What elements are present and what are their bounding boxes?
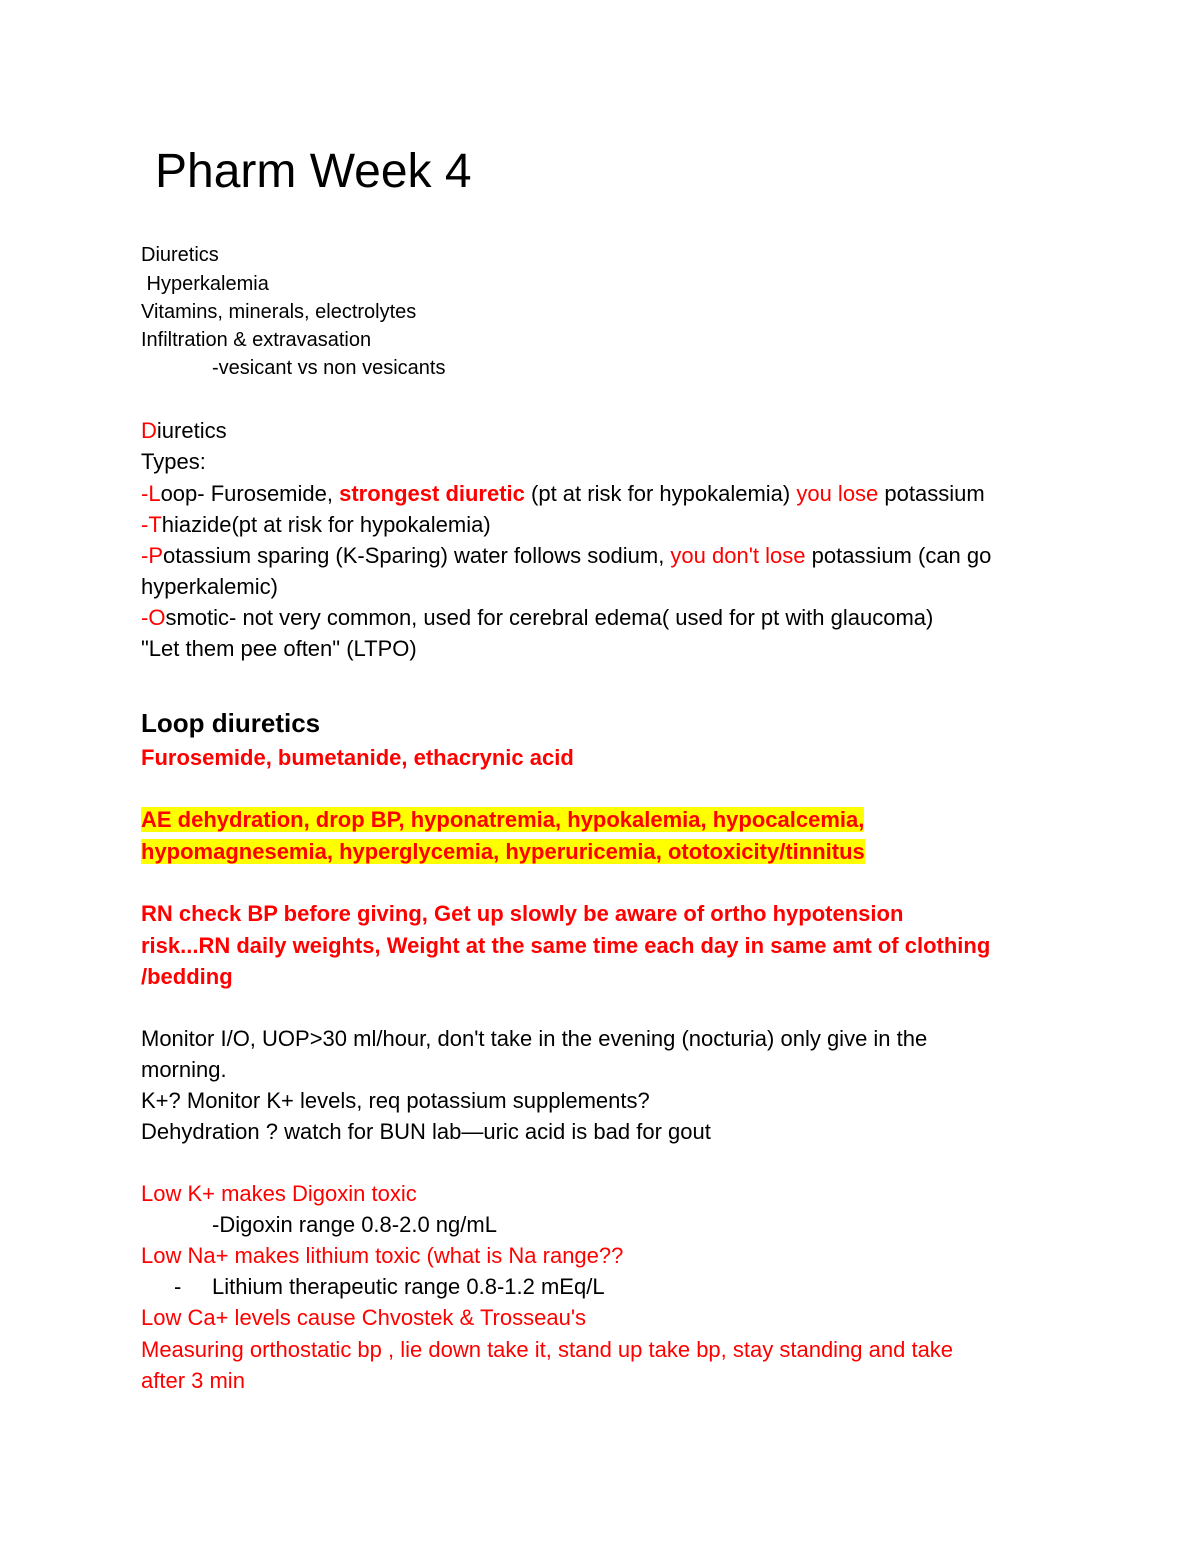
heading-rest: iuretics [156,418,227,443]
orthostatic-line: Measuring orthostatic bp , lie down take it, stand up take bp, stay standing and take [141,1337,954,1362]
type-text: potassium (can go [805,543,992,568]
low-sodium-line: Low Na+ makes lithium toxic (what is Na range?? [141,1243,624,1268]
nursing-note-line: RN check BP before giving, Get up slowly be aware of ortho hypotension [141,901,904,926]
thiazide-type-line [141,509,491,540]
lose-emphasis: you lose [796,481,879,506]
outline-subitem: -vesicant vs non vesicants [212,357,446,379]
osmotic-type-line [141,602,933,633]
outline-item: Diuretics [141,244,219,266]
lithium-range-line: Lithium therapeutic range 0.8-1.2 mEq/L [212,1274,605,1299]
adverse-effects-line [141,836,865,867]
type-dash: -T [141,512,162,537]
loop-type-line [141,478,985,509]
type-text: otassium sparing (K-Sparing) water follows sodium, [163,543,671,568]
k-sparing-type-line [141,540,991,571]
low-potassium-line: Low K+ makes Digoxin toxic [141,1181,417,1206]
outline-item: Infiltration & extravasation [141,329,372,351]
orthostatic-line: after 3 min [141,1368,245,1393]
strongest-emphasis: strongest diuretic [339,481,525,506]
dehydration-line: Dehydration ? watch for BUN lab—uric acid is bad for gout [141,1119,711,1144]
outline-item: Vitamins, minerals, electrolytes [141,301,417,323]
digoxin-range-line: -Digoxin range 0.8-2.0 ng/mL [212,1212,497,1237]
outline-item: Hyperkalemia [141,273,269,295]
type-text: hiazide(pt at risk for hypokalemia) [161,512,491,537]
loop-diuretics-heading: Loop diuretics [141,708,321,738]
type-text: smotic- not very common, used for cerebral edema( used for pt with glaucoma) [165,605,934,630]
nursing-note-line: risk...RN daily weights, Weight at the same time each day in same amt of clothing [141,933,991,958]
loop-drugs-line: Furosemide, bumetanide, ethacrynic acid [141,745,574,770]
k-sparing-continuation: hyperkalemic) [141,574,278,599]
adverse-effects-line [141,804,864,835]
type-dash: -L [141,481,161,506]
highlighted-text: AE dehydration, drop BP, hyponatremia, hypokalemia, hypocalcemia, [141,807,865,832]
nursing-note-line: /bedding [141,964,233,989]
monitor-line: Monitor I/O, UOP>30 ml/hour, don't take in the evening (nocturia) only give in the [141,1026,928,1051]
bullet-dash: - [174,1274,182,1299]
low-calcium-line: Low Ca+ levels cause Chvostek & Trosseau's [141,1305,587,1330]
heading-initial: D [141,418,157,443]
mnemonic-line: "Let them pee often" (LTPO) [141,636,417,661]
monitor-line: morning. [141,1057,227,1082]
type-text: oop- Furosemide, [160,481,340,506]
types-label: Types: [141,449,206,474]
type-dash: -P [141,543,163,568]
type-text: (pt at risk for hypokalemia) [524,481,797,506]
diuretics-heading [141,415,227,446]
highlighted-text: hypomagnesemia, hyperglycemia, hyperuricemia, ototoxicity/tinnitus [141,839,865,864]
type-dash: -O [141,605,166,630]
dont-lose-emphasis: you don't lose [670,543,806,568]
page-title: Pharm Week 4 [155,145,472,198]
potassium-line: K+? Monitor K+ levels, req potassium supplements? [141,1088,650,1113]
type-text: potassium [878,481,985,506]
